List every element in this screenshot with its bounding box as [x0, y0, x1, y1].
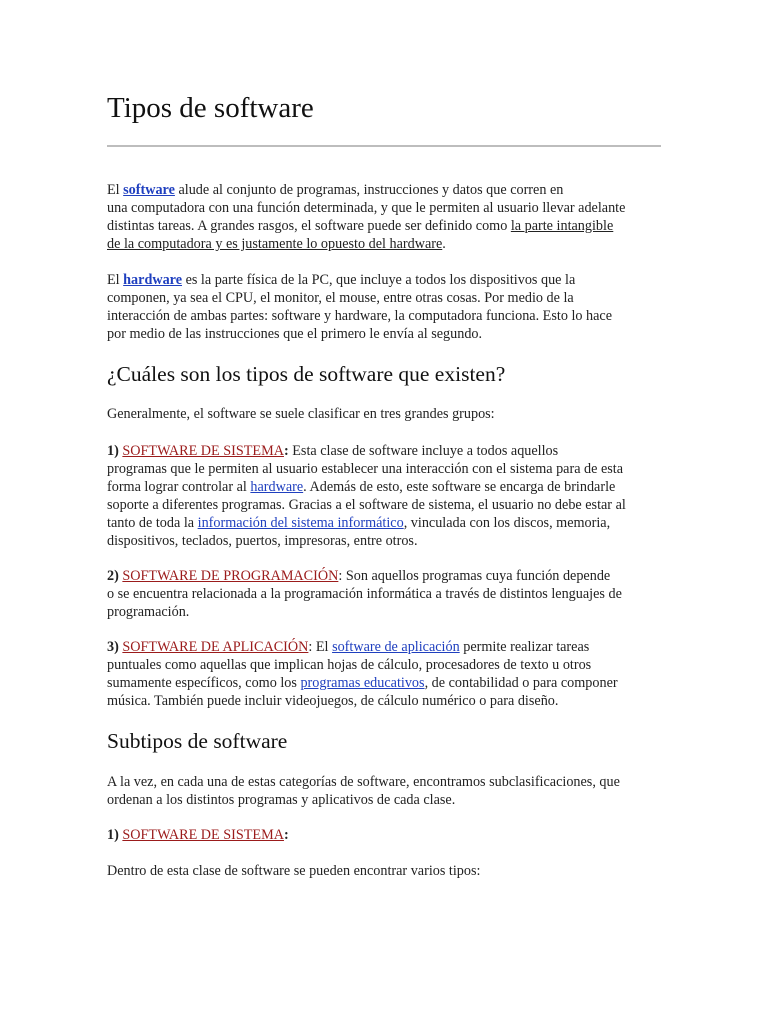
category-label: SOFTWARE DE SISTEMA	[122, 827, 284, 843]
text-line: 2) SOFTWARE DE PROGRAMACIÓN: Son aquellos programas cuya función depende	[107, 568, 611, 584]
section-software-programacion	[107, 567, 667, 621]
text-line: programación.	[107, 604, 190, 620]
item-number: 1)	[107, 827, 123, 843]
text-line: programas que le permiten al usuario establecer una interacción con el sistema para de esta	[107, 461, 624, 477]
text-line: dispositivos, teclados, puertos, impresoras, entre otros.	[107, 533, 418, 549]
text-line: puntuales como aquellas que implican hojas de cálculo, procesadores de texto u otros	[107, 657, 592, 673]
text-line: distintas tareas. A grandes rasgos, el software puede ser definido como la parte intangible	[107, 218, 614, 234]
section-software-aplicacion	[107, 638, 667, 710]
text-line: El hardware es la parte física de la PC, que incluye a todos los dispositivos que la	[107, 272, 576, 288]
heading-tipos: ¿Cuáles son los tipos de software que existen?	[107, 362, 506, 386]
title-divider	[107, 145, 661, 147]
text-line: 1) SOFTWARE DE SISTEMA: Esta clase de software incluye a todos aquellos	[107, 443, 559, 459]
heading-subtipos: Subtipos de software	[107, 729, 288, 753]
underlined-text: de la computadora y es justamente lo opuesto del hardware	[107, 236, 443, 252]
category-label: SOFTWARE DE APLICACIÓN	[122, 639, 309, 655]
subsection-software-sistema	[107, 826, 667, 844]
text-line: sumamente específicos, como los programas educativos, de contabilidad o para componer	[107, 675, 618, 691]
paragraph-intro-groups	[107, 405, 667, 423]
item-number: 3)	[107, 639, 123, 655]
text-line: forma lograr controlar al hardware. Además de esto, este software se encarga de brindarle	[107, 479, 616, 495]
hardware-inline-link[interactable]: hardware	[250, 479, 304, 495]
category-label: SOFTWARE DE PROGRAMACIÓN	[122, 568, 339, 584]
text-line: componen, ya sea el CPU, el monitor, el mouse, entre otras cosas. Por medio de la	[107, 290, 574, 306]
text-line: o se encuentra relacionada a la programación informática a través de distintos lenguajes de	[107, 586, 622, 602]
text-line: soporte a diferentes programas. Gracias a el software de sistema, el usuario no debe estar al	[107, 497, 626, 513]
paragraph-hardware-definition	[107, 271, 667, 343]
text-line: interacción de ambas partes: software y hardware, la computadora funciona. Esto lo hace	[107, 308, 613, 324]
text-line: ordenan a los distintos programas y aplicativos de cada clase.	[107, 792, 456, 808]
text-line: de la computadora y es justamente lo opuesto del hardware.	[107, 236, 446, 252]
text-line: Dentro de esta clase de software se pueden encontrar varios tipos:	[107, 863, 481, 879]
item-number: 2)	[107, 568, 123, 584]
software-aplicacion-link[interactable]: software de aplicación	[332, 639, 460, 655]
underlined-text: la parte intangible	[510, 218, 614, 234]
informacion-sistema-link[interactable]: información del sistema informático	[197, 515, 404, 531]
programas-educativos-link[interactable]: programas educativos	[300, 675, 425, 691]
paragraph-varios-tipos	[107, 862, 667, 880]
text-line: una computadora con una función determinada, y que le permiten al usuario llevar adelante	[107, 200, 626, 216]
section-software-sistema	[107, 442, 667, 550]
text-line: A la vez, en cada una de estas categorías de software, encontramos subclasificaciones, que	[107, 774, 620, 790]
category-label: SOFTWARE DE SISTEMA	[122, 443, 284, 459]
text-line: 1) SOFTWARE DE SISTEMA:	[107, 827, 289, 843]
text-line: tanto de toda la información del sistema informático, vinculada con los discos, memoria,	[107, 515, 611, 531]
software-link[interactable]: software	[123, 182, 175, 198]
item-number: 1)	[107, 443, 123, 459]
text-line: 3) SOFTWARE DE APLICACIÓN: El software de aplicación permite realizar tareas	[107, 639, 590, 655]
text-line: Generalmente, el software se suele clasificar en tres grandes grupos:	[107, 406, 495, 422]
paragraph-software-definition	[107, 181, 667, 253]
page-title: Tipos de software	[107, 92, 314, 124]
paragraph-subclasificaciones	[107, 773, 667, 809]
text-line: por medio de las instrucciones que el primero le envía al segundo.	[107, 326, 483, 342]
text-line: El software alude al conjunto de programas, instrucciones y datos que corren en	[107, 182, 564, 198]
hardware-link[interactable]: hardware	[123, 272, 183, 288]
text-line: música. También puede incluir videojuegos, de cálculo numérico o para diseño.	[107, 693, 559, 709]
